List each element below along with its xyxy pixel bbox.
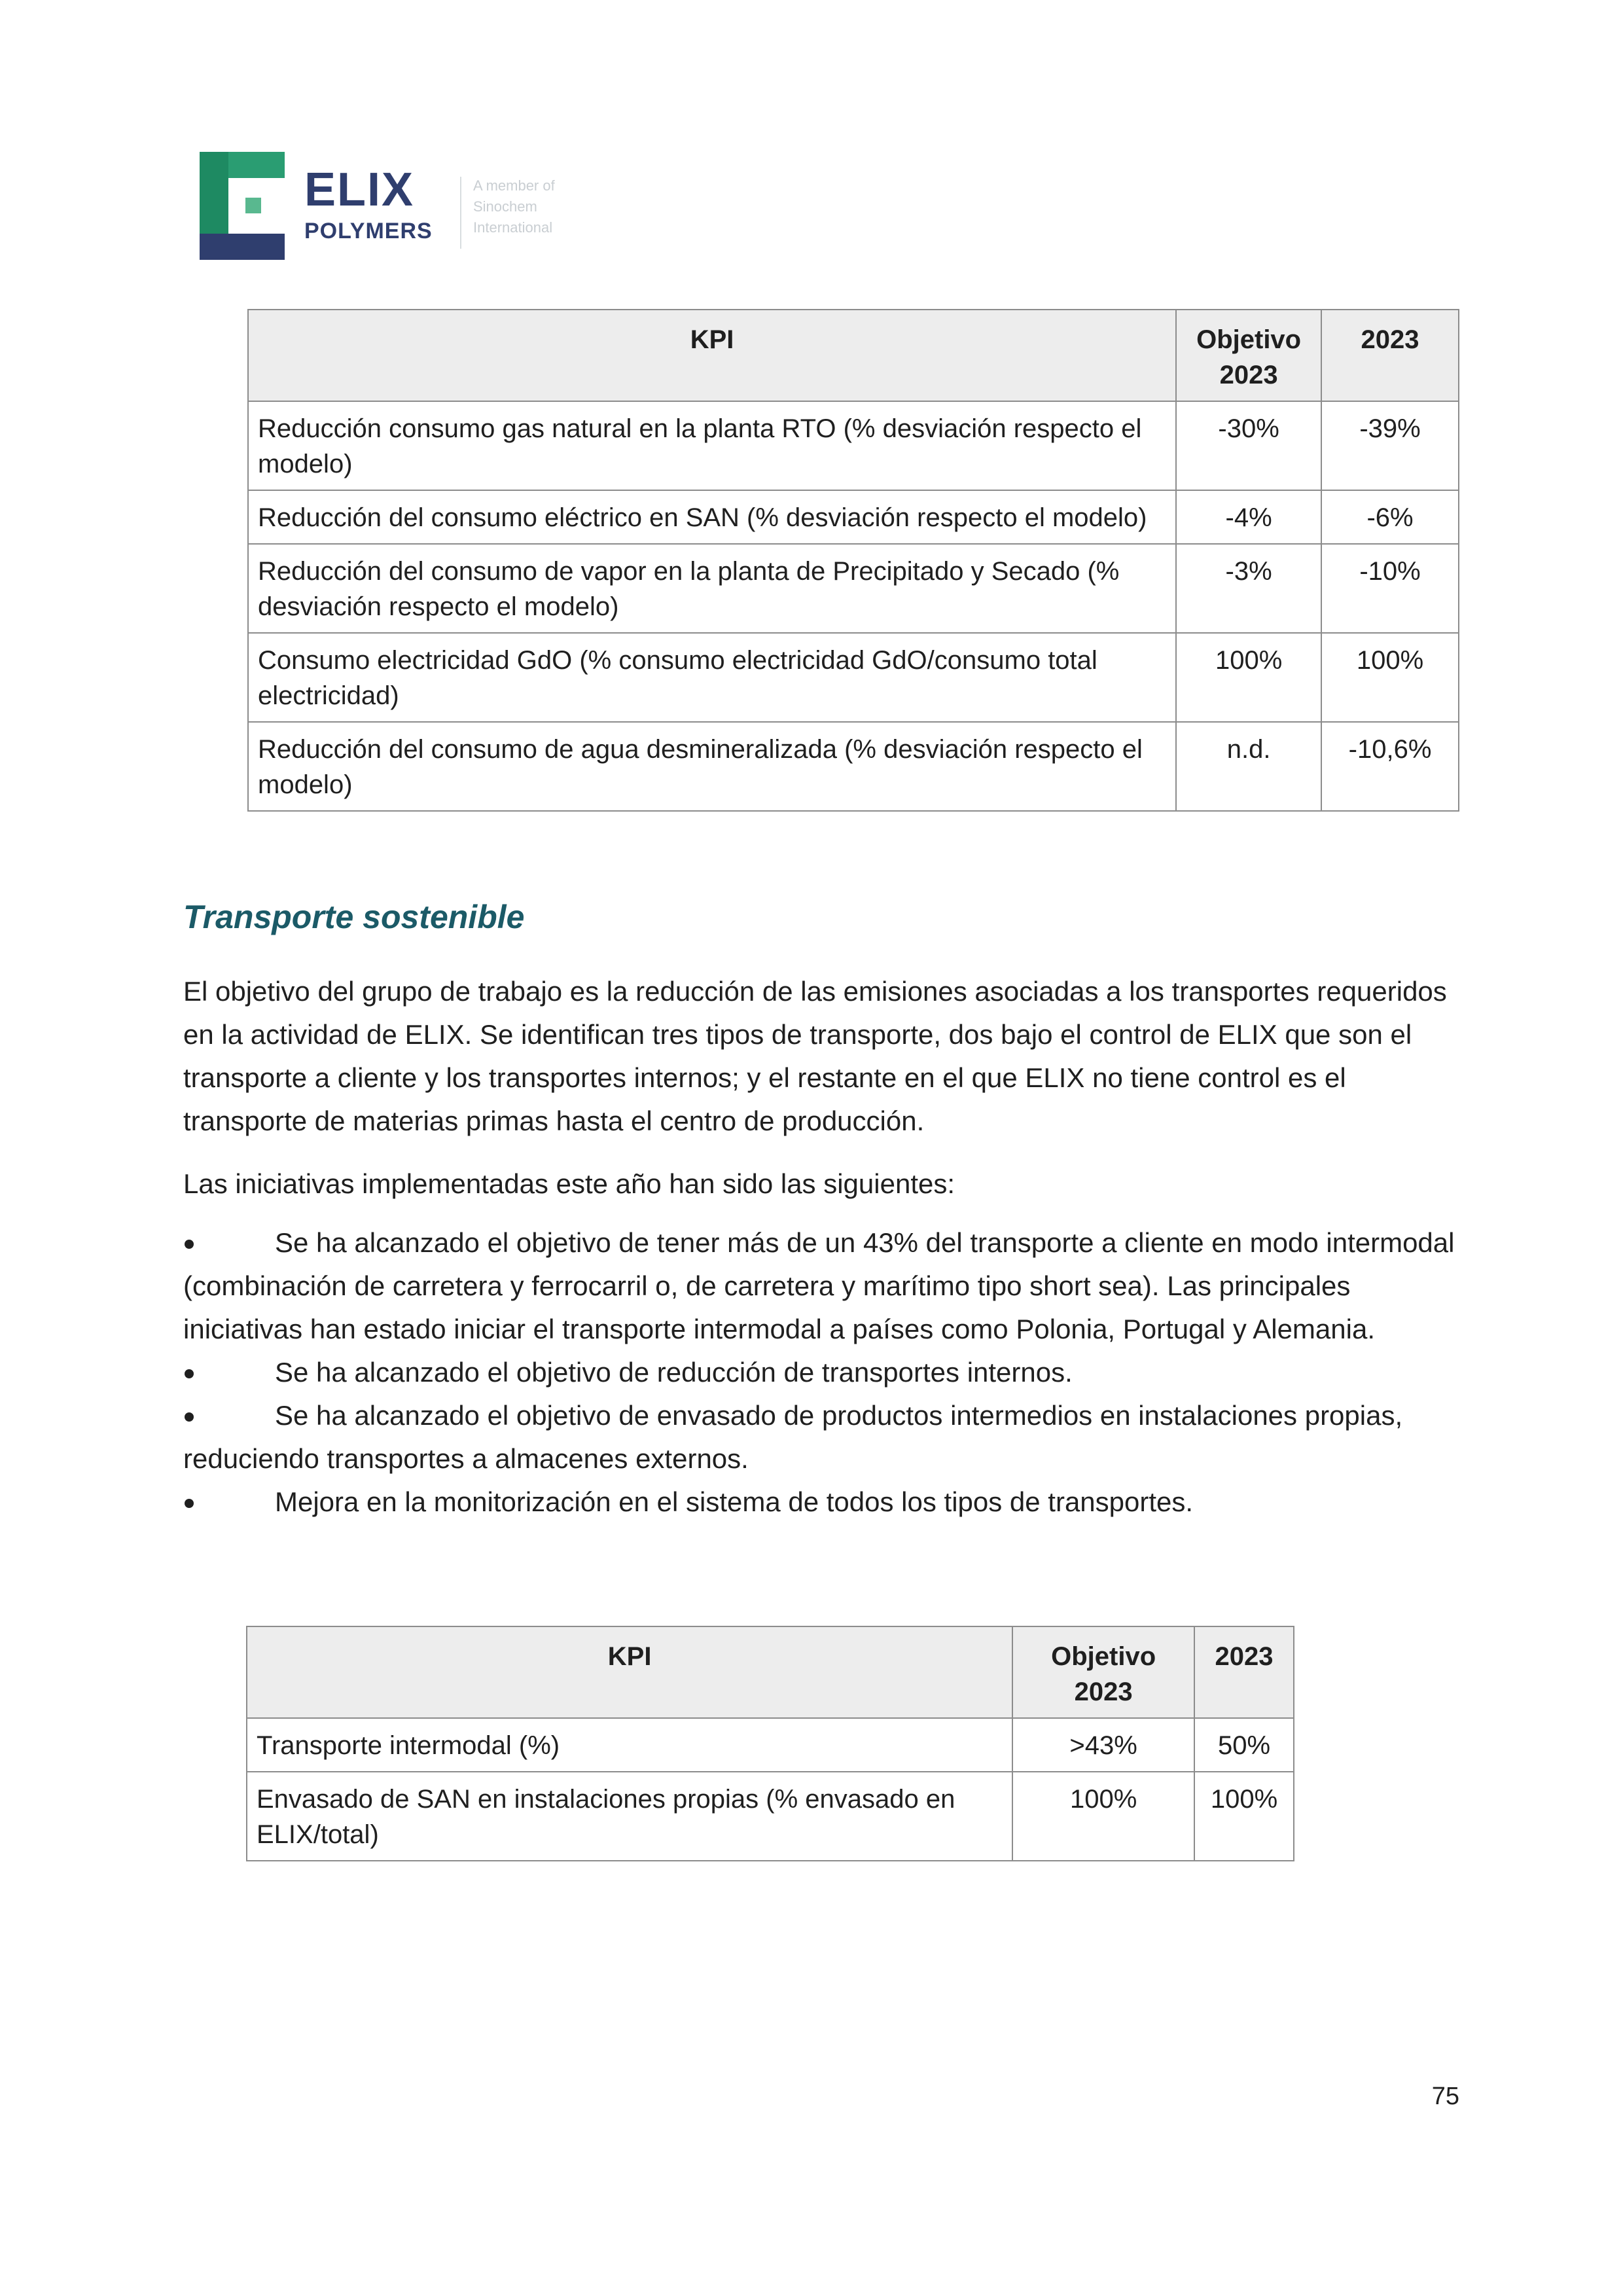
bullet-icon: [185, 1412, 194, 1422]
kpi-cell: Reducción del consumo eléctrico en SAN (% desviación respecto el modelo): [248, 490, 1176, 544]
company-logo: [200, 152, 618, 260]
value-cell: 100%: [1321, 633, 1459, 722]
bullet-icon: [185, 1369, 194, 1378]
table-row: [248, 490, 1459, 544]
table-row: [248, 544, 1459, 633]
header-year: 2023: [1321, 310, 1459, 401]
table-row: [247, 1718, 1294, 1772]
value-cell: -6%: [1321, 490, 1459, 544]
kpi-cell: Envasado de SAN en instalaciones propias (% envasado en ELIX/total): [247, 1772, 1012, 1861]
kpi-cell: Transporte intermodal (%): [247, 1718, 1012, 1772]
objetivo-cell: -30%: [1176, 401, 1321, 490]
page-number: 75: [1431, 2083, 1459, 2110]
value-cell: 100%: [1194, 1772, 1294, 1861]
kpi-cell: Reducción del consumo de agua desmineralizada (% desviación respecto el modelo): [248, 722, 1176, 811]
initiatives-list: [183, 1221, 1459, 1524]
logo-member-text: A member of Sinochem International: [473, 177, 555, 236]
kpi-cell: Reducción consumo gas natural en la planta RTO (% desviación respecto el modelo): [248, 401, 1176, 490]
value-cell: -10%: [1321, 544, 1459, 633]
objetivo-cell: -4%: [1176, 490, 1321, 544]
elix-logo-icon: [200, 152, 285, 260]
table-row: [247, 1772, 1294, 1861]
list-item: Se ha alcanzado el objetivo de envasado de productos intermedios en instalaciones propias, reduciendo transportes a almacenes externos.: [183, 1400, 1403, 1474]
list-item: Mejora en la monitorización en el sistema de todos los tipos de transportes.: [183, 1480, 1459, 1524]
table-header-row: [247, 1626, 1294, 1718]
section-heading: Transporte sostenible: [183, 899, 525, 935]
value-cell: 50%: [1194, 1718, 1294, 1772]
kpi-table-energy: [247, 309, 1459, 812]
objetivo-cell: 100%: [1176, 633, 1321, 722]
objetivo-cell: 100%: [1012, 1772, 1194, 1861]
header-kpi: KPI: [248, 310, 1176, 401]
header-objetivo: Objetivo 2023: [1012, 1626, 1194, 1718]
list-item: Se ha alcanzado el objetivo de reducción de transportes internos.: [183, 1351, 1459, 1394]
table-row: [248, 633, 1459, 722]
bullet-icon: [185, 1499, 194, 1508]
header-year: 2023: [1194, 1626, 1294, 1718]
value-cell: -10,6%: [1321, 722, 1459, 811]
kpi-cell: Reducción del consumo de vapor en la planta de Precipitado y Secado (% desviación respecto el modelo): [248, 544, 1176, 633]
kpi-cell: Consumo electricidad GdO (% consumo electricidad GdO/consumo total electricidad): [248, 633, 1176, 722]
intro-paragraph: El objetivo del grupo de trabajo es la reducción de las emisiones asociadas a los transportes requeridos en la actividad de ELIX. Se identifican tres tipos de transporte, dos bajo el control de ELIX que son el transporte a cliente y los transportes internos; y el restante en el que ELIX no tiene control es el transporte de materias primas hasta el centro de producción.: [183, 976, 1447, 1136]
value-cell: -39%: [1321, 401, 1459, 490]
list-item: Se ha alcanzado el objetivo de tener más de un 43% del transporte a cliente en modo intermodal (combinación de carretera y ferrocarril o, de carretera y marítimo tipo short sea). Las principales iniciativas han estado iniciar el transporte intermodal a países como Polonia, Portugal y Alemania.: [183, 1227, 1455, 1344]
objetivo-cell: n.d.: [1176, 722, 1321, 811]
logo-divider: [460, 177, 461, 249]
table-row: [248, 722, 1459, 811]
kpi-table-transport: [246, 1626, 1294, 1861]
initiatives-intro: Las iniciativas implementadas este año han sido las siguientes:: [183, 1168, 955, 1199]
bullet-icon: [185, 1240, 194, 1249]
logo-subname: POLYMERS: [304, 219, 433, 243]
header-objetivo: Objetivo 2023: [1176, 310, 1321, 401]
objetivo-cell: >43%: [1012, 1718, 1194, 1772]
logo-name: ELIX: [304, 164, 415, 216]
header-kpi: KPI: [247, 1626, 1012, 1718]
objetivo-cell: -3%: [1176, 544, 1321, 633]
table-header-row: [248, 310, 1459, 401]
table-row: [248, 401, 1459, 490]
